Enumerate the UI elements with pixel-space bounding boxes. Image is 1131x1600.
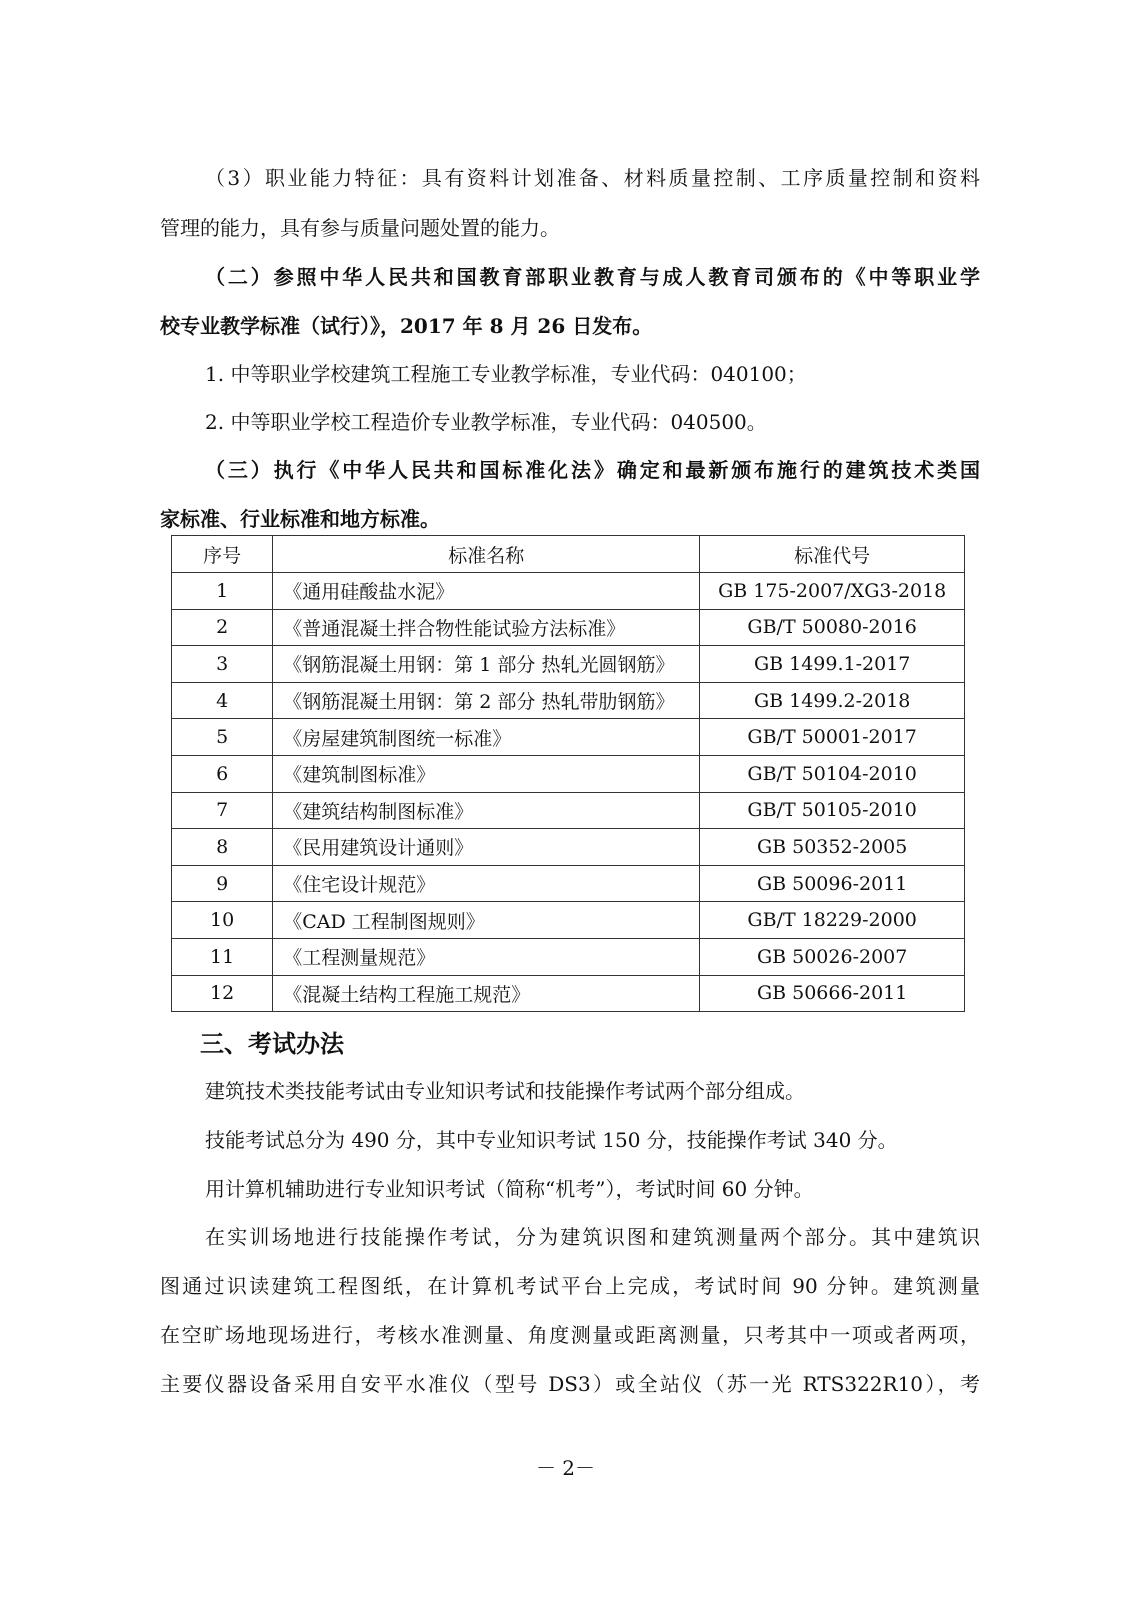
table-row xyxy=(172,682,965,719)
cell-name: 《普通混凝土拌合物性能试验方法标准》 xyxy=(273,609,700,646)
cell-no: 7 xyxy=(172,792,273,829)
paragraph: 用计算机辅助进行专业知识考试（简称“机考”），考试时间 60 分钟。 xyxy=(205,1177,814,1201)
table-header-row xyxy=(172,536,965,573)
cell-name: 《住宅设计规范》 xyxy=(273,865,700,902)
table-row xyxy=(172,902,965,939)
paragraph-line: 管理的能力，具有参与质量问题处置的能力。 xyxy=(160,216,560,240)
table-row xyxy=(172,829,965,866)
paragraph-line: （3）职业能力特征：具有资料计划准备、材料质量控制、工序质量控制和资料 xyxy=(205,166,980,190)
section-heading-line: （三）执行《中华人民共和国标准化法》确定和最新颁布施行的建筑技术类国 xyxy=(205,458,980,482)
paragraph-line: 在实训场地进行技能操作考试，分为建筑识图和建筑测量两个部分。其中建筑识 xyxy=(205,1225,980,1249)
cell-name: 《钢筋混凝土用钢：第 2 部分 热轧带肋钢筋》 xyxy=(273,682,700,719)
list-item: 1. 中等职业学校建筑工程施工专业教学标准，专业代码：040100； xyxy=(205,362,807,386)
cell-no: 1 xyxy=(172,573,273,610)
section-heading-line: 校专业教学标准（试行）》，2017 年 8 月 26 日发布。 xyxy=(160,314,653,338)
cell-code: GB 50026-2007 xyxy=(700,938,965,975)
table-row xyxy=(172,719,965,756)
cell-code: GB 50666-2011 xyxy=(700,975,965,1012)
table-row xyxy=(172,865,965,902)
cell-code: GB/T 50104-2010 xyxy=(700,755,965,792)
cell-code: GB/T 50105-2010 xyxy=(700,792,965,829)
cell-no: 10 xyxy=(172,902,273,939)
section-heading-line: 家标准、行业标准和地方标准。 xyxy=(160,507,440,531)
cell-code: GB/T 50001-2017 xyxy=(700,719,965,756)
section-heading: 三、考试办法 xyxy=(200,1029,344,1058)
cell-no: 8 xyxy=(172,829,273,866)
cell-code: GB 175-2007/XG3-2018 xyxy=(700,573,965,610)
cell-no: 11 xyxy=(172,938,273,975)
cell-no: 12 xyxy=(172,975,273,1012)
paragraph: 技能考试总分为 490 分，其中专业知识考试 150 分，技能操作考试 340 分。 xyxy=(205,1128,898,1152)
table-row xyxy=(172,609,965,646)
table-row xyxy=(172,792,965,829)
cell-no: 3 xyxy=(172,646,273,683)
cell-code: GB 50096-2011 xyxy=(700,865,965,902)
table-row xyxy=(172,755,965,792)
paragraph-line: 主要仪器设备采用自安平水准仪（型号 DS3）或全站仪（苏一光 RTS322R10），考 xyxy=(160,1372,980,1396)
cell-no: 9 xyxy=(172,865,273,902)
cell-code: GB 1499.2-2018 xyxy=(700,682,965,719)
cell-name: 《混凝土结构工程施工规范》 xyxy=(273,975,700,1012)
header-name: 标准名称 xyxy=(273,536,700,573)
cell-name: 《建筑制图标准》 xyxy=(273,755,700,792)
cell-no: 4 xyxy=(172,682,273,719)
paragraph: 建筑技术类技能考试由专业知识考试和技能操作考试两个部分组成。 xyxy=(205,1079,805,1103)
paragraph-line: 在空旷场地现场进行，考核水准测量、角度测量或距离测量，只考其中一项或者两项， xyxy=(160,1323,980,1347)
page-number: － 2－ xyxy=(535,1456,596,1480)
cell-code: GB 1499.1-2017 xyxy=(700,646,965,683)
paragraph-line: 图通过识读建筑工程图纸，在计算机考试平台上完成，考试时间 90 分钟。建筑测量 xyxy=(160,1274,980,1298)
table-row xyxy=(172,975,965,1012)
standards-table xyxy=(171,535,965,1012)
table-row xyxy=(172,646,965,683)
cell-name: 《房屋建筑制图统一标准》 xyxy=(273,719,700,756)
cell-name: 《工程测量规范》 xyxy=(273,938,700,975)
list-item: 2. 中等职业学校工程造价专业教学标准，专业代码：040500。 xyxy=(205,410,767,434)
cell-code: GB/T 50080-2016 xyxy=(700,609,965,646)
cell-no: 6 xyxy=(172,755,273,792)
cell-code: GB/T 18229-2000 xyxy=(700,902,965,939)
cell-code: GB 50352-2005 xyxy=(700,829,965,866)
cell-name: 《CAD 工程制图规则》 xyxy=(273,902,700,939)
cell-name: 《建筑结构制图标准》 xyxy=(273,792,700,829)
section-heading-line: （二）参照中华人民共和国教育部职业教育与成人教育司颁布的《中等职业学 xyxy=(205,265,980,289)
header-no: 序号 xyxy=(172,536,273,573)
header-code: 标准代号 xyxy=(700,536,965,573)
cell-no: 2 xyxy=(172,609,273,646)
table-row xyxy=(172,573,965,610)
cell-name: 《钢筋混凝土用钢：第 1 部分 热轧光圆钢筋》 xyxy=(273,646,700,683)
cell-no: 5 xyxy=(172,719,273,756)
table-row xyxy=(172,938,965,975)
cell-name: 《民用建筑设计通则》 xyxy=(273,829,700,866)
cell-name: 《通用硅酸盐水泥》 xyxy=(273,573,700,610)
